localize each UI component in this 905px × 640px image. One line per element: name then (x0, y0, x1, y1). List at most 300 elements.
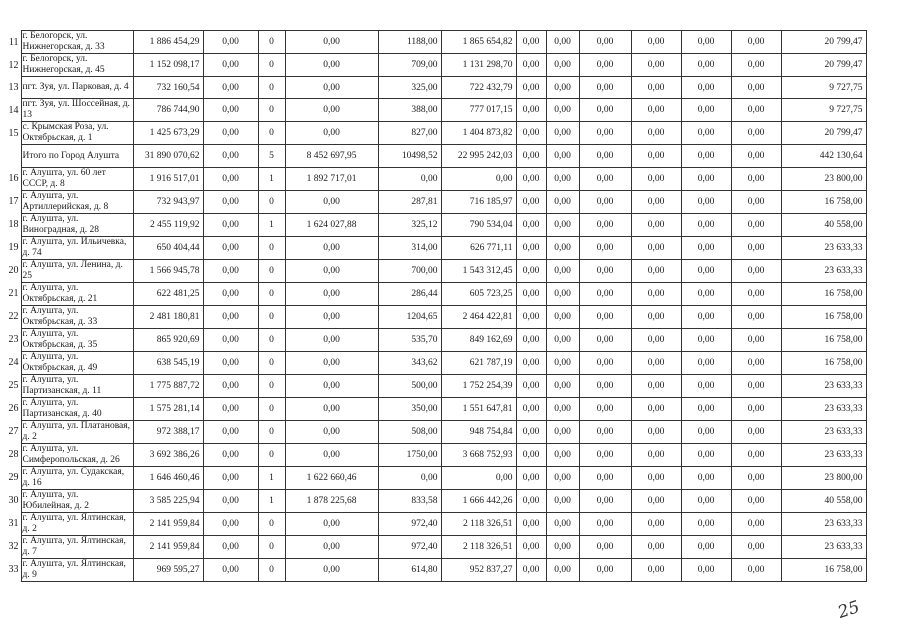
value-cell-col11: 0,00 (681, 31, 731, 54)
value-cell-col9: 0,00 (579, 145, 631, 167)
value-cell-col3: 1 (258, 213, 285, 236)
value-cell-col5: 833,58 (378, 489, 441, 512)
value-cell-col8: 0,00 (546, 512, 579, 535)
address-cell: пгт. Зуя, ул. Парковая, д. 4 (21, 77, 133, 99)
value-cell-col10: 0,00 (631, 420, 681, 443)
value-cell-col3: 0 (258, 535, 285, 558)
value-cell-col9: 0,00 (579, 466, 631, 489)
value-cell-col8: 0,00 (546, 213, 579, 236)
value-cell-col1: 1 775 887,72 (133, 374, 203, 397)
address-cell: г. Алушта, ул. Платановая, д. 2 (21, 420, 133, 443)
value-cell-col5: 286,44 (378, 282, 441, 305)
value-cell-col13: 16 758,00 (781, 190, 866, 213)
address-cell: г. Алушта, ул. Партизанская, д. 40 (21, 397, 133, 420)
value-cell-col11: 0,00 (681, 259, 731, 282)
value-cell-col2: 0,00 (203, 213, 258, 236)
table-row (6, 466, 866, 489)
value-cell-col1: 2 455 119,92 (133, 213, 203, 236)
row-number: 24 (8, 357, 19, 369)
value-cell-col13: 23 633,33 (781, 535, 866, 558)
value-cell-col9: 0,00 (579, 282, 631, 305)
value-cell-col1: 1 575 281,14 (133, 397, 203, 420)
value-cell-col8: 0,00 (546, 305, 579, 328)
value-cell-col11: 0,00 (681, 512, 731, 535)
value-cell-col2: 0,00 (203, 374, 258, 397)
value-cell-col6: 621 787,19 (441, 351, 516, 374)
value-cell-col11: 0,00 (681, 77, 731, 99)
value-cell-col5: 325,00 (378, 77, 441, 99)
value-cell-col6: 777 017,15 (441, 99, 516, 122)
value-cell-col10: 0,00 (631, 31, 681, 54)
value-cell-col10: 0,00 (631, 328, 681, 351)
value-cell-col8: 0,00 (546, 145, 579, 167)
value-cell-col6: 716 185,97 (441, 190, 516, 213)
value-cell-col9: 0,00 (579, 122, 631, 145)
value-cell-col13: 23 633,33 (781, 259, 866, 282)
value-cell-col12: 0,00 (731, 558, 781, 581)
value-cell-col6: 2 464 422,81 (441, 305, 516, 328)
row-number: 22 (8, 311, 19, 323)
value-cell-col6: 3 668 752,93 (441, 443, 516, 466)
address-cell: г. Алушта, ул. Октябрьская, д. 33 (21, 305, 133, 328)
value-cell-col4: 0,00 (285, 512, 378, 535)
value-cell-col13: 9 727,75 (781, 77, 866, 99)
table-row (6, 512, 866, 535)
value-cell-col9: 0,00 (579, 558, 631, 581)
value-cell-col5: 314,00 (378, 236, 441, 259)
value-cell-col11: 0,00 (681, 420, 731, 443)
value-cell-col11: 0,00 (681, 236, 731, 259)
value-cell-col3: 0 (258, 374, 285, 397)
value-cell-col4: 0,00 (285, 77, 378, 99)
value-cell-col11: 0,00 (681, 54, 731, 77)
value-cell-col9: 0,00 (579, 259, 631, 282)
value-cell-col3: 1 (258, 167, 285, 190)
value-cell-col12: 0,00 (731, 213, 781, 236)
address-cell: г. Алушта, ул. Октябрьская, д. 49 (21, 351, 133, 374)
value-cell-col7: 0,00 (516, 99, 546, 122)
value-cell-col3: 0 (258, 31, 285, 54)
table-row (6, 535, 866, 558)
table-row (6, 374, 866, 397)
value-cell-col4: 1 624 027,88 (285, 213, 378, 236)
address-cell: г. Алушта, ул. Артиллерийская, д. 8 (21, 190, 133, 213)
row-number: 12 (8, 59, 19, 71)
table-row (6, 351, 866, 374)
value-cell-col8: 0,00 (546, 558, 579, 581)
value-cell-col4: 8 452 697,95 (285, 145, 378, 167)
value-cell-col7: 0,00 (516, 122, 546, 145)
value-cell-col7: 0,00 (516, 145, 546, 167)
value-cell-col12: 0,00 (731, 99, 781, 122)
value-cell-col3: 0 (258, 236, 285, 259)
row-number: 27 (8, 426, 19, 438)
value-cell-col8: 0,00 (546, 77, 579, 99)
value-cell-col10: 0,00 (631, 374, 681, 397)
address-cell: г. Алушта, ул. Октябрьская, д. 21 (21, 282, 133, 305)
value-cell-col10: 0,00 (631, 167, 681, 190)
table-row (6, 328, 866, 351)
value-cell-col13: 40 558,00 (781, 213, 866, 236)
value-cell-col10: 0,00 (631, 558, 681, 581)
value-cell-col4: 0,00 (285, 328, 378, 351)
value-cell-col13: 9 727,75 (781, 99, 866, 122)
value-cell-col1: 1 152 098,17 (133, 54, 203, 77)
value-cell-col11: 0,00 (681, 282, 731, 305)
row-number: 33 (8, 564, 19, 576)
value-cell-col7: 0,00 (516, 351, 546, 374)
value-cell-col10: 0,00 (631, 145, 681, 167)
value-cell-col7: 0,00 (516, 328, 546, 351)
value-cell-col3: 0 (258, 305, 285, 328)
value-cell-col7: 0,00 (516, 54, 546, 77)
value-cell-col5: 1188,00 (378, 31, 441, 54)
value-cell-col12: 0,00 (731, 489, 781, 512)
value-cell-col6: 0,00 (441, 167, 516, 190)
value-cell-col7: 0,00 (516, 443, 546, 466)
value-cell-col1: 31 890 070,62 (133, 145, 203, 167)
value-cell-col13: 23 633,33 (781, 236, 866, 259)
value-cell-col11: 0,00 (681, 558, 731, 581)
value-cell-col6: 1 865 654,82 (441, 31, 516, 54)
value-cell-col9: 0,00 (579, 99, 631, 122)
table-row (6, 190, 866, 213)
value-cell-col2: 0,00 (203, 558, 258, 581)
value-cell-col11: 0,00 (681, 489, 731, 512)
value-cell-col11: 0,00 (681, 466, 731, 489)
value-cell-col13: 16 758,00 (781, 351, 866, 374)
value-cell-col3: 0 (258, 77, 285, 99)
value-cell-col9: 0,00 (579, 31, 631, 54)
value-cell-col12: 0,00 (731, 259, 781, 282)
value-cell-col2: 0,00 (203, 54, 258, 77)
row-number: 21 (8, 288, 19, 300)
value-cell-col10: 0,00 (631, 259, 681, 282)
row-number: 20 (8, 265, 19, 277)
value-cell-col13: 23 633,33 (781, 374, 866, 397)
value-cell-col3: 0 (258, 282, 285, 305)
value-cell-col10: 0,00 (631, 305, 681, 328)
table-row (6, 420, 866, 443)
value-cell-col11: 0,00 (681, 351, 731, 374)
value-cell-col12: 0,00 (731, 512, 781, 535)
value-cell-col2: 0,00 (203, 145, 258, 167)
value-cell-col3: 0 (258, 558, 285, 581)
value-cell-col9: 0,00 (579, 305, 631, 328)
row-number: 26 (8, 403, 19, 415)
value-cell-col4: 0,00 (285, 259, 378, 282)
value-cell-col10: 0,00 (631, 535, 681, 558)
value-cell-col8: 0,00 (546, 489, 579, 512)
value-cell-col6: 605 723,25 (441, 282, 516, 305)
value-cell-col10: 0,00 (631, 213, 681, 236)
value-cell-col5: 1750,00 (378, 443, 441, 466)
value-cell-col11: 0,00 (681, 190, 731, 213)
table-row (6, 489, 866, 512)
value-cell-col6: 948 754,84 (441, 420, 516, 443)
value-cell-col5: 0,00 (378, 466, 441, 489)
value-cell-col2: 0,00 (203, 420, 258, 443)
value-cell-col6: 722 432,79 (441, 77, 516, 99)
value-cell-col8: 0,00 (546, 236, 579, 259)
value-cell-col8: 0,00 (546, 122, 579, 145)
value-cell-col12: 0,00 (731, 535, 781, 558)
value-cell-col6: 790 534,04 (441, 213, 516, 236)
table-row (6, 259, 866, 282)
value-cell-col2: 0,00 (203, 167, 258, 190)
value-cell-col10: 0,00 (631, 77, 681, 99)
address-cell: г. Алушта, ул. Ильичевка, д. 74 (21, 236, 133, 259)
value-cell-col6: 849 162,69 (441, 328, 516, 351)
row-number: 18 (8, 219, 19, 231)
value-cell-col10: 0,00 (631, 443, 681, 466)
value-cell-col8: 0,00 (546, 31, 579, 54)
address-cell: г. Алушта, ул. Ялтинская, д. 2 (21, 512, 133, 535)
value-cell-col3: 1 (258, 489, 285, 512)
value-cell-col10: 0,00 (631, 282, 681, 305)
value-cell-col7: 0,00 (516, 213, 546, 236)
table-row (6, 282, 866, 305)
value-cell-col7: 0,00 (516, 397, 546, 420)
value-cell-col8: 0,00 (546, 99, 579, 122)
value-cell-col9: 0,00 (579, 190, 631, 213)
value-cell-col10: 0,00 (631, 236, 681, 259)
value-cell-col4: 0,00 (285, 305, 378, 328)
value-cell-col3: 0 (258, 397, 285, 420)
value-cell-col8: 0,00 (546, 443, 579, 466)
value-cell-col1: 969 595,27 (133, 558, 203, 581)
table-row (6, 305, 866, 328)
value-cell-col3: 1 (258, 466, 285, 489)
value-cell-col3: 0 (258, 351, 285, 374)
row-number: 32 (8, 541, 19, 553)
value-cell-col12: 0,00 (731, 145, 781, 167)
value-cell-col2: 0,00 (203, 305, 258, 328)
value-cell-col2: 0,00 (203, 466, 258, 489)
row-number (6, 145, 21, 167)
table-body (6, 31, 866, 582)
value-cell-col5: 614,80 (378, 558, 441, 581)
value-cell-col13: 23 633,33 (781, 420, 866, 443)
value-cell-col1: 972 388,17 (133, 420, 203, 443)
value-cell-col2: 0,00 (203, 99, 258, 122)
value-cell-col1: 2 141 959,84 (133, 535, 203, 558)
value-cell-col8: 0,00 (546, 54, 579, 77)
value-cell-col7: 0,00 (516, 535, 546, 558)
value-cell-col7: 0,00 (516, 259, 546, 282)
value-cell-col10: 0,00 (631, 54, 681, 77)
value-cell-col8: 0,00 (546, 466, 579, 489)
value-cell-col10: 0,00 (631, 190, 681, 213)
value-cell-col7: 0,00 (516, 77, 546, 99)
document-sheet (6, 30, 867, 582)
value-cell-col12: 0,00 (731, 122, 781, 145)
value-cell-col4: 1 622 660,46 (285, 466, 378, 489)
value-cell-col1: 1 566 945,78 (133, 259, 203, 282)
value-cell-col7: 0,00 (516, 489, 546, 512)
value-cell-col12: 0,00 (731, 374, 781, 397)
value-cell-col6: 0,00 (441, 466, 516, 489)
value-cell-col11: 0,00 (681, 374, 731, 397)
value-cell-col3: 0 (258, 54, 285, 77)
table-row (6, 31, 866, 54)
value-cell-col6: 2 118 326,51 (441, 512, 516, 535)
value-cell-col11: 0,00 (681, 167, 731, 190)
row-number: 29 (8, 472, 19, 484)
value-cell-col4: 0,00 (285, 535, 378, 558)
value-cell-col10: 0,00 (631, 122, 681, 145)
address-cell: пгт. Зуя, ул. Шоссейная, д. 13 (21, 99, 133, 122)
value-cell-col4: 0,00 (285, 443, 378, 466)
value-cell-col12: 0,00 (731, 190, 781, 213)
value-cell-col4: 1 878 225,68 (285, 489, 378, 512)
value-cell-col5: 972,40 (378, 535, 441, 558)
value-cell-col12: 0,00 (731, 282, 781, 305)
value-cell-col7: 0,00 (516, 31, 546, 54)
value-cell-col10: 0,00 (631, 397, 681, 420)
value-cell-col5: 535,70 (378, 328, 441, 351)
value-cell-col1: 638 545,19 (133, 351, 203, 374)
value-cell-col5: 827,00 (378, 122, 441, 145)
value-cell-col6: 626 771,11 (441, 236, 516, 259)
address-cell: г. Алушта, ул. Партизанская, д. 11 (21, 374, 133, 397)
value-cell-col2: 0,00 (203, 512, 258, 535)
value-cell-col7: 0,00 (516, 167, 546, 190)
value-cell-col12: 0,00 (731, 305, 781, 328)
value-cell-col9: 0,00 (579, 236, 631, 259)
value-cell-col13: 23 633,33 (781, 512, 866, 535)
value-cell-col9: 0,00 (579, 443, 631, 466)
value-cell-col1: 1 425 673,29 (133, 122, 203, 145)
value-cell-col12: 0,00 (731, 443, 781, 466)
value-cell-col12: 0,00 (731, 328, 781, 351)
table-row (6, 558, 866, 581)
value-cell-col7: 0,00 (516, 305, 546, 328)
value-cell-col9: 0,00 (579, 420, 631, 443)
address-cell: г. Алушта, ул. Судакская, д. 16 (21, 466, 133, 489)
value-cell-col4: 0,00 (285, 122, 378, 145)
value-cell-col6: 2 118 326,51 (441, 535, 516, 558)
address-cell: г. Белогорск, ул. Нижнегорская, д. 45 (21, 54, 133, 77)
value-cell-col13: 16 758,00 (781, 305, 866, 328)
address-cell: с. Крымская Роза, ул. Октябрьская, д. 1 (21, 122, 133, 145)
value-cell-col3: 0 (258, 122, 285, 145)
value-cell-col10: 0,00 (631, 351, 681, 374)
value-cell-col12: 0,00 (731, 397, 781, 420)
value-cell-col5: 700,00 (378, 259, 441, 282)
value-cell-col8: 0,00 (546, 167, 579, 190)
value-cell-col6: 22 995 242,03 (441, 145, 516, 167)
value-cell-col11: 0,00 (681, 305, 731, 328)
value-cell-col13: 23 800,00 (781, 167, 866, 190)
value-cell-col2: 0,00 (203, 31, 258, 54)
value-cell-col13: 23 633,33 (781, 397, 866, 420)
value-cell-col8: 0,00 (546, 351, 579, 374)
value-cell-col10: 0,00 (631, 466, 681, 489)
value-cell-col5: 287,81 (378, 190, 441, 213)
value-cell-col4: 1 892 717,01 (285, 167, 378, 190)
value-cell-col4: 0,00 (285, 397, 378, 420)
value-cell-col11: 0,00 (681, 535, 731, 558)
value-cell-col3: 0 (258, 443, 285, 466)
value-cell-col6: 1 131 298,70 (441, 54, 516, 77)
value-cell-col4: 0,00 (285, 351, 378, 374)
value-cell-col13: 16 758,00 (781, 328, 866, 351)
value-cell-col9: 0,00 (579, 213, 631, 236)
value-cell-col12: 0,00 (731, 236, 781, 259)
value-cell-col2: 0,00 (203, 282, 258, 305)
value-cell-col5: 0,00 (378, 167, 441, 190)
address-cell: г. Алушта, ул. Виноградная, д. 28 (21, 213, 133, 236)
address-cell: г. Алушта, ул. Ялтинская, д. 7 (21, 535, 133, 558)
value-cell-col1: 3 585 225,94 (133, 489, 203, 512)
value-cell-col7: 0,00 (516, 374, 546, 397)
table-row (6, 99, 866, 122)
value-cell-col4: 0,00 (285, 236, 378, 259)
value-cell-col1: 1 646 460,46 (133, 466, 203, 489)
value-cell-col8: 0,00 (546, 282, 579, 305)
value-cell-col13: 20 799,47 (781, 122, 866, 145)
value-cell-col3: 0 (258, 512, 285, 535)
value-cell-col8: 0,00 (546, 259, 579, 282)
value-cell-col6: 1 543 312,45 (441, 259, 516, 282)
table-row (6, 397, 866, 420)
value-cell-col1: 3 692 386,26 (133, 443, 203, 466)
row-number: 23 (8, 334, 19, 346)
value-cell-col3: 0 (258, 190, 285, 213)
value-cell-col9: 0,00 (579, 535, 631, 558)
value-cell-col1: 1 916 517,01 (133, 167, 203, 190)
value-cell-col11: 0,00 (681, 397, 731, 420)
value-cell-col1: 2 481 180,81 (133, 305, 203, 328)
value-cell-col7: 0,00 (516, 558, 546, 581)
value-cell-col11: 0,00 (681, 213, 731, 236)
value-cell-col10: 0,00 (631, 99, 681, 122)
address-cell: г. Алушта, ул. Октябрьская, д. 35 (21, 328, 133, 351)
row-number: 11 (8, 36, 19, 48)
value-cell-col7: 0,00 (516, 190, 546, 213)
value-cell-col3: 0 (258, 328, 285, 351)
row-number: 17 (8, 196, 19, 208)
address-cell: г. Алушта, ул. Ялтинская, д. 9 (21, 558, 133, 581)
row-number: 28 (8, 449, 19, 461)
total-row (6, 145, 866, 167)
value-cell-col3: 0 (258, 99, 285, 122)
value-cell-col7: 0,00 (516, 420, 546, 443)
value-cell-col5: 508,00 (378, 420, 441, 443)
value-cell-col5: 343,62 (378, 351, 441, 374)
value-cell-col9: 0,00 (579, 77, 631, 99)
value-cell-col9: 0,00 (579, 512, 631, 535)
value-cell-col13: 16 758,00 (781, 558, 866, 581)
value-cell-col5: 350,00 (378, 397, 441, 420)
value-cell-col12: 0,00 (731, 54, 781, 77)
value-cell-col1: 732 943,97 (133, 190, 203, 213)
value-cell-col2: 0,00 (203, 443, 258, 466)
value-cell-col4: 0,00 (285, 282, 378, 305)
table-row (6, 236, 866, 259)
value-cell-col9: 0,00 (579, 54, 631, 77)
address-cell: г. Белогорск, ул. Нижнегорская, д. 33 (21, 31, 133, 54)
value-cell-col12: 0,00 (731, 31, 781, 54)
address-cell: г. Алушта, ул. Юбилейная, д. 2 (21, 489, 133, 512)
row-number: 31 (8, 518, 19, 530)
value-cell-col10: 0,00 (631, 512, 681, 535)
value-cell-col11: 0,00 (681, 443, 731, 466)
value-cell-col3: 0 (258, 420, 285, 443)
page-number-handwritten: 25 (835, 597, 863, 623)
value-cell-col1: 732 160,54 (133, 77, 203, 99)
